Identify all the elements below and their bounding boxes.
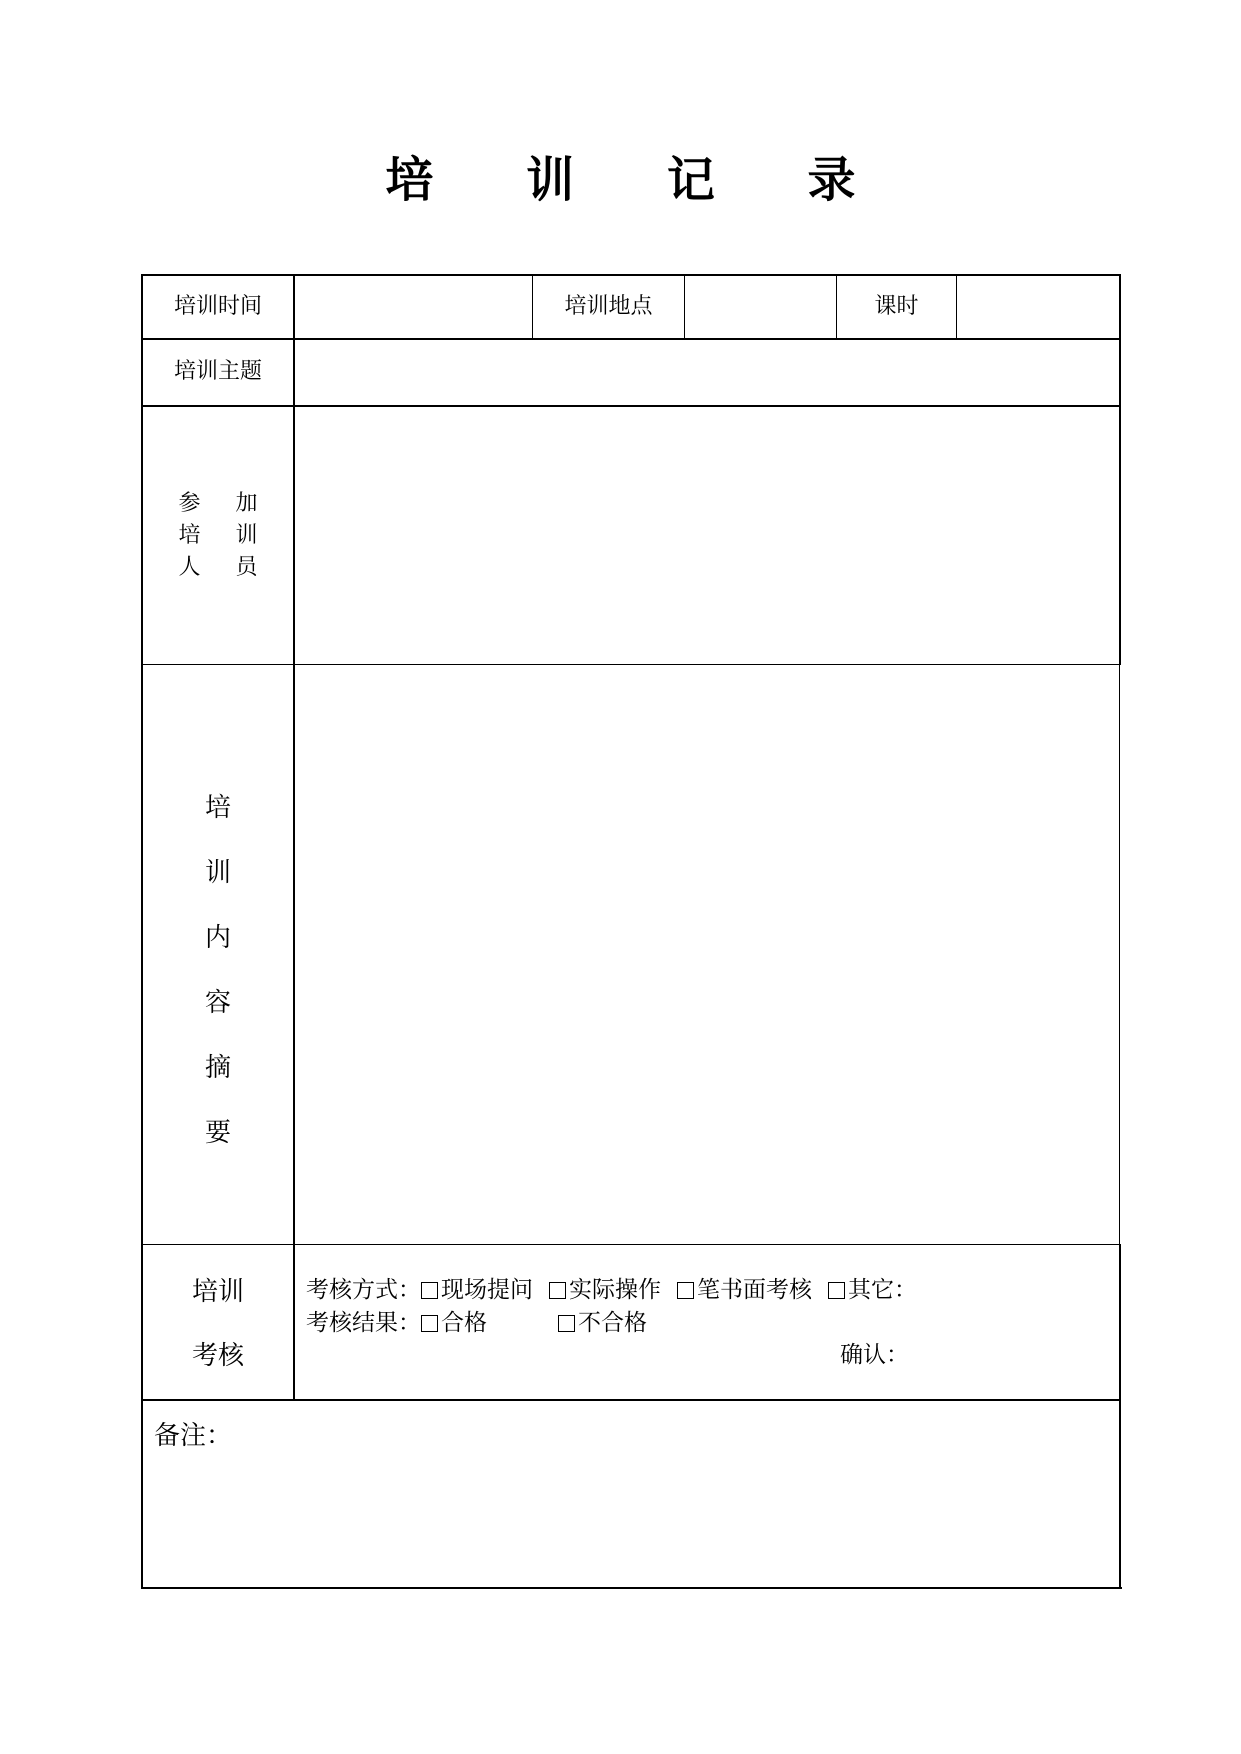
participants-field[interactable] [296, 407, 1119, 664]
content-summary-char: 内 [204, 923, 231, 953]
method-option-written[interactable] [677, 1277, 812, 1303]
content-summary-char: 训 [204, 858, 231, 888]
table-border-right [1119, 664, 1120, 1245]
result-option-fail[interactable] [558, 1310, 647, 1336]
method-option-label: 现场提问 [441, 1277, 533, 1303]
training-topic-field[interactable] [296, 340, 1119, 405]
content-summary-char: 摘 [204, 1053, 231, 1083]
assessment-method-label: 考核方式： [306, 1277, 421, 1303]
method-option-practical[interactable] [549, 1277, 661, 1303]
class-hours-field[interactable] [957, 276, 1119, 338]
assessment-label [143, 1260, 293, 1388]
class-hours-label: 课时 [874, 294, 919, 319]
assessment-label-line: 培训 [191, 1277, 244, 1307]
label-column-divider [293, 274, 295, 1401]
result-option-label: 合格 [441, 1310, 487, 1336]
table-border-bottom [142, 1587, 1122, 1589]
result-option-label: 不合格 [578, 1310, 647, 1336]
checkbox-icon[interactable] [421, 1282, 438, 1299]
training-topic-label: 培训主题 [173, 359, 262, 384]
remarks-label: 备注： [154, 1421, 233, 1451]
method-option-label: 其它： [848, 1277, 917, 1303]
assessment-result-label: 考核结果： [306, 1310, 421, 1336]
participants-label-line: 参 加 [178, 491, 272, 516]
table-border-right [1119, 1244, 1121, 1589]
confirm-label: 确认： [840, 1342, 909, 1368]
method-option-label: 笔书面考核 [697, 1277, 812, 1303]
method-option-label: 实际操作 [569, 1277, 661, 1303]
method-option-onsite[interactable] [421, 1277, 533, 1303]
content-summary-char: 培 [204, 793, 231, 823]
content-summary-char: 容 [204, 988, 231, 1018]
training-time-label: 培训时间 [173, 294, 262, 319]
result-option-pass[interactable] [421, 1308, 558, 1338]
content-summary-field[interactable] [296, 665, 1119, 1244]
method-option-other[interactable] [828, 1277, 917, 1303]
content-summary-label [143, 776, 293, 1166]
page-title: 培 训 记 录 [385, 152, 894, 208]
checkbox-icon[interactable] [828, 1282, 845, 1299]
checkbox-icon[interactable] [558, 1315, 575, 1332]
checkbox-icon[interactable] [677, 1282, 694, 1299]
remarks-field[interactable] [143, 1401, 1119, 1587]
assessment-result-row [306, 1308, 647, 1338]
row-divider [142, 1244, 1120, 1245]
training-time-field[interactable] [296, 276, 532, 338]
checkbox-icon[interactable] [421, 1315, 438, 1332]
participants-label-line: 人 员 [178, 555, 272, 580]
table-border-right [1119, 274, 1121, 665]
participants-label [143, 488, 293, 584]
checkbox-icon[interactable] [549, 1282, 566, 1299]
assessment-method-row [306, 1275, 933, 1305]
training-location-field[interactable] [685, 276, 836, 338]
content-summary-char: 要 [204, 1118, 231, 1148]
assessment-label-line: 考核 [191, 1341, 244, 1371]
training-location-label: 培训地点 [564, 294, 653, 319]
participants-label-line: 培 训 [178, 523, 272, 548]
